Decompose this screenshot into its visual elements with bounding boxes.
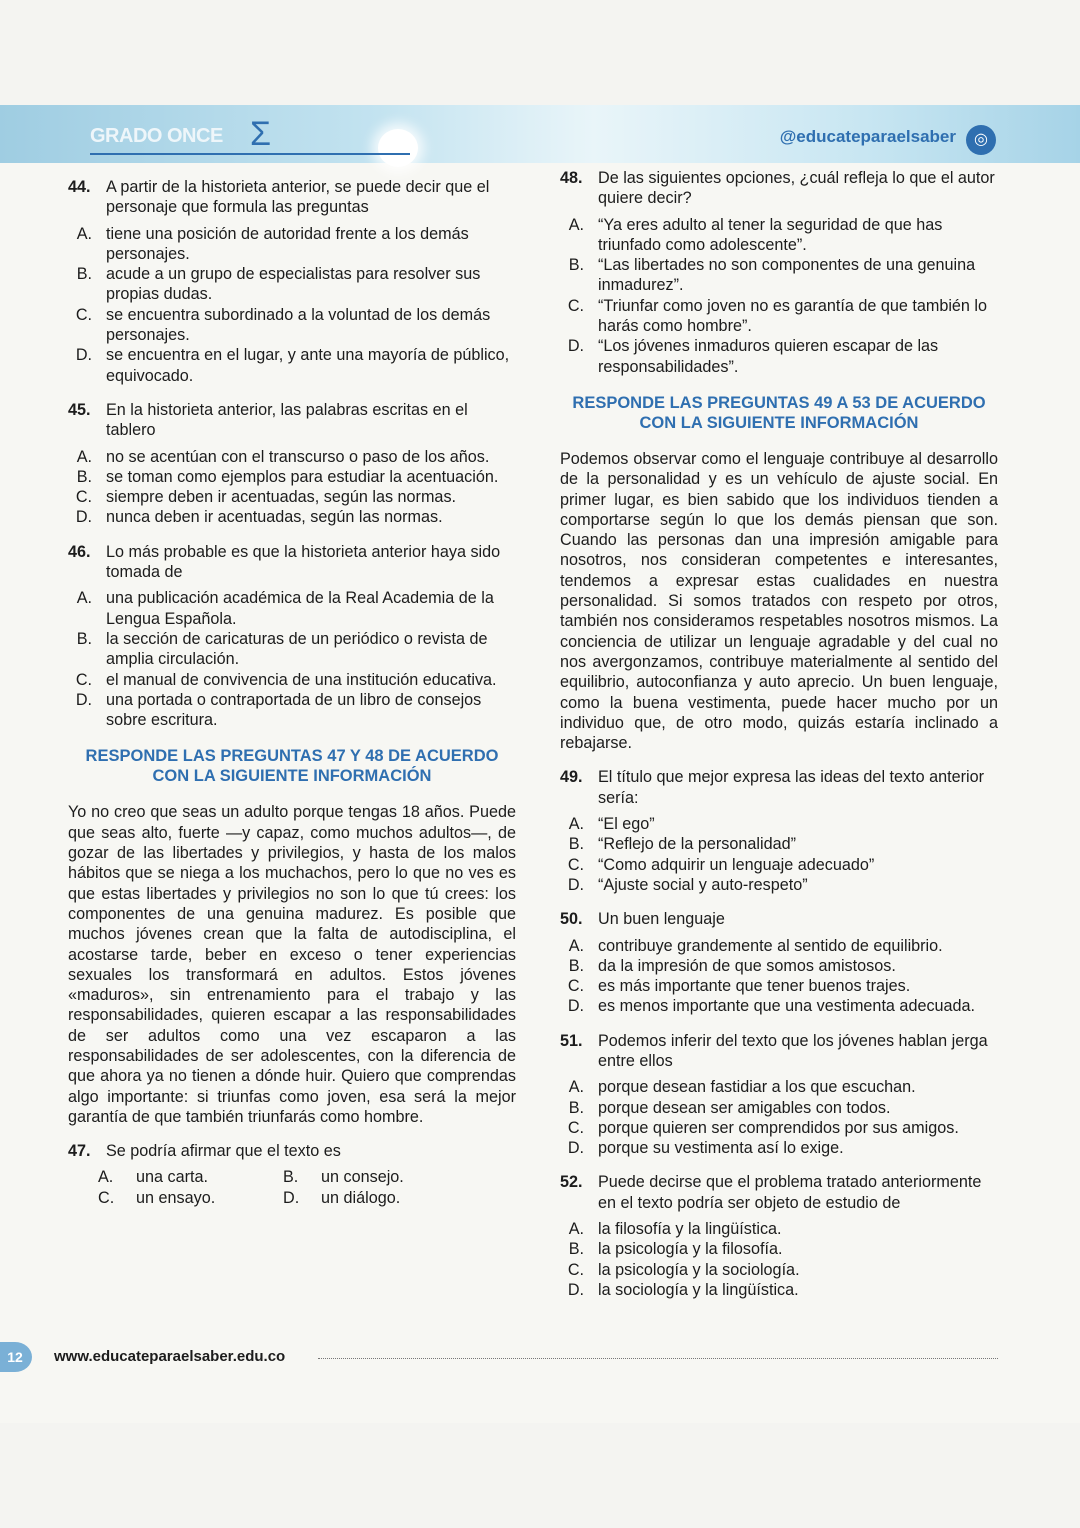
option-b: B. un consejo. — [283, 1168, 404, 1187]
option-a: A. “Ya eres adulto al tener la seguridad de que has triunfado como adolescente”. — [568, 215, 943, 254]
option-b: B. porque desean ser amigables con todos. — [568, 1098, 891, 1117]
option-c: C. se encuentra subordinado a la voluntad de los demás personajes. — [75, 305, 491, 345]
right-column — [560, 168, 998, 1314]
dotted-divider — [318, 1358, 998, 1359]
page-number: 12 — [0, 1342, 32, 1372]
option-c: C. “Como adquirir un lenguaje adecuado” — [567, 855, 875, 874]
option-a: A. no se acentúan con el transcurso o paso de los años. — [76, 447, 490, 466]
option-a: A. porque desean fastidiar a los que escuchan. — [568, 1078, 916, 1097]
question-44-options — [68, 224, 516, 386]
option-c: C. un ensayo. — [98, 1188, 216, 1207]
question-46-options — [68, 588, 516, 730]
grade-title: GRADO ONCE — [90, 125, 223, 147]
option-b: B. “Reflejo de la personalidad” — [568, 835, 796, 854]
footer — [0, 1340, 1080, 1374]
option-a: A. contribuye grandemente al sentido de equilibrio. — [568, 936, 943, 955]
question-49: 49. El título que mejor expresa las ideas del texto anterior sería: — [560, 768, 985, 807]
option-d: D. “Los jóvenes inmaduros quieren escapar de las responsabilidades”. — [567, 337, 939, 376]
option-b: B. la psicología y la filosofía. — [568, 1240, 783, 1259]
ball-icon — [378, 129, 418, 167]
question-50-options — [560, 936, 998, 1017]
question-50: 50. Un buen lenguaje — [560, 910, 725, 929]
option-a: A. “El ego” — [568, 815, 655, 834]
question-51-options — [560, 1077, 998, 1158]
reading-passage-49-53: Podemos observar como el lenguaje contribuye al desarrollo de la personalidad y es un vehículo de ajuste social. En primer lugar, es bien sabido que los individuos tienden a comportarse según lo que los demás piensan que son. Cuando las personas dan una impresión amigable para nosotros, nos consideran competentes e interesantes, tendemos a expresar estas cualidades en nuestra personalidad. Si somos tratados con respeto por otros, también nos consideramos respetables nosotros mismos. La conciencia de utilizar un lenguaje agradable y del cual no nos avergonzamos, contribuye materialmente al sentido del equilibrio, autoconfianza y auto aprecio. Un buen lenguaje, como la buena vestimenta, puede hacer mucho por un individuo que, de otro modo, quizás estaría inclinado a rebajarse. — [560, 449, 998, 753]
option-a: A. una publicación académica de la Real Academia de la Lengua Española. — [76, 589, 494, 628]
question-49-options — [560, 814, 998, 895]
question-47-options — [98, 1167, 516, 1208]
option-c: C. porque quieren ser comprendidos por sus amigos. — [567, 1118, 959, 1137]
option-d: D. porque su vestimenta así lo exige. — [567, 1139, 844, 1158]
question-51: 51. Podemos inferir del texto que los jóvenes hablan jerga entre ellos — [560, 1031, 988, 1070]
option-c: C. es más importante que tener buenos trajes. — [567, 977, 911, 996]
header-underline — [90, 153, 410, 155]
option-a: A. la filosofía y la lingüística. — [568, 1220, 782, 1239]
question-47: 47. Se podría afirmar que el texto es — [68, 1142, 341, 1161]
question-45-options — [68, 447, 516, 528]
header-banner — [0, 105, 1080, 163]
option-b: B. se toman como ejemplos para estudiar la acentuación. — [76, 467, 499, 486]
question-46: 46. Lo más probable es que la historieta anterior haya sido tomada de — [68, 542, 501, 582]
section-heading-49-53: RESPONDE LAS PREGUNTAS 49 A 53 DE ACUERDO CON LA SIGUIENTE INFORMACIÓN — [572, 393, 986, 432]
option-c: C. siempre deben ir acentuadas, según las normas. — [75, 488, 457, 507]
option-a: A. una carta. — [98, 1168, 208, 1187]
option-a: A. tiene una posición de autoridad frente a los demás personajes. — [76, 224, 469, 263]
section-heading-47-48: RESPONDE LAS PREGUNTAS 47 Y 48 DE ACUERDO CON LA SIGUIENTE INFORMACIÓN — [85, 747, 499, 786]
option-b: B. “Las libertades no son componentes de una genuina inmadurez”. — [568, 256, 976, 295]
sigma-icon: Σ — [250, 115, 272, 153]
option-d: D. un diálogo. — [283, 1188, 401, 1207]
question-52-options — [560, 1219, 998, 1300]
option-c: C. el manual de convivencia de una institución educativa. — [75, 670, 497, 689]
option-c: C. la psicología y la sociología. — [567, 1260, 800, 1279]
question-44: 44. A partir de la historieta anterior, se puede decir que el personaje que formula las preguntas — [68, 178, 490, 217]
social-handle: @educateparaelsaber — [779, 127, 956, 146]
left-column — [68, 177, 516, 1208]
option-b: B. la sección de caricaturas de un periódico o revista de amplia circulación. — [76, 629, 488, 669]
option-d: D. se encuentra en el lugar, y ante una mayoría de público, equivocado. — [75, 346, 510, 385]
question-48: 48. De las siguientes opciones, ¿cuál refleja lo que el autor quiere decir? — [560, 169, 995, 208]
website-link[interactable]: www.educateparaelsaber.edu.co — [54, 1348, 286, 1365]
option-b: B. acude a un grupo de especialistas para resolver sus propias dudas. — [76, 265, 481, 304]
option-d: D. es menos importante que una vestimenta adecuada. — [567, 997, 976, 1016]
option-d: D. “Ajuste social y auto-respeto” — [567, 875, 808, 894]
question-52: 52. Puede decirse que el problema tratado anteriormente en el texto podría ser objeto de estudio de — [560, 1173, 982, 1212]
question-45: 45. En la historieta anterior, las palabras escritas en el tablero — [68, 400, 468, 440]
option-d: D. una portada o contraportada de un libro de consejos sobre escritura. — [75, 690, 482, 730]
question-48-options — [560, 215, 998, 377]
option-c: C. “Triunfar como joven no es garantía de que también lo harás como hombre”. — [567, 296, 988, 336]
option-d: D. la sociología y la lingüística. — [567, 1280, 799, 1299]
option-b: B. da la impresión de que somos amistosos. — [568, 956, 896, 975]
instagram-icon: ◎ — [966, 125, 996, 155]
option-d: D. nunca deben ir acentuadas, según las normas. — [75, 508, 443, 527]
reading-passage-47-48: Yo no creo que seas un adulto porque tengas 18 años. Puede que seas alto, fuerte —y capaz, como muchos adultos—, de gozar de las libertades y privilegios, y hasta de los malos hábitos que se niega a los muchachos, pero lo que no ves es que estas libertades y privilegios no son lo que tú crees: los componentes de una genuina madurez. Es posible que muchos jóvenes crean que la falta de autodisciplina, el acostarse tarde, beber en exceso o tener experiencias sexuales los transformará en adultos. Estos jóvenes «maduros», sin entrenamiento para el trabajo y las responsabilidades, quieren escapar a las responsabilidades de ser adultos como una vez escaparon a las responsabilidades de ser adolescentes, con la diferencia de que ahora ya no tienen a dónde huir. Quiero que comprendas algo importante: si triunfas como joven, esa será la mejor garantía de que también triunfarás como hombre. — [68, 803, 516, 1126]
